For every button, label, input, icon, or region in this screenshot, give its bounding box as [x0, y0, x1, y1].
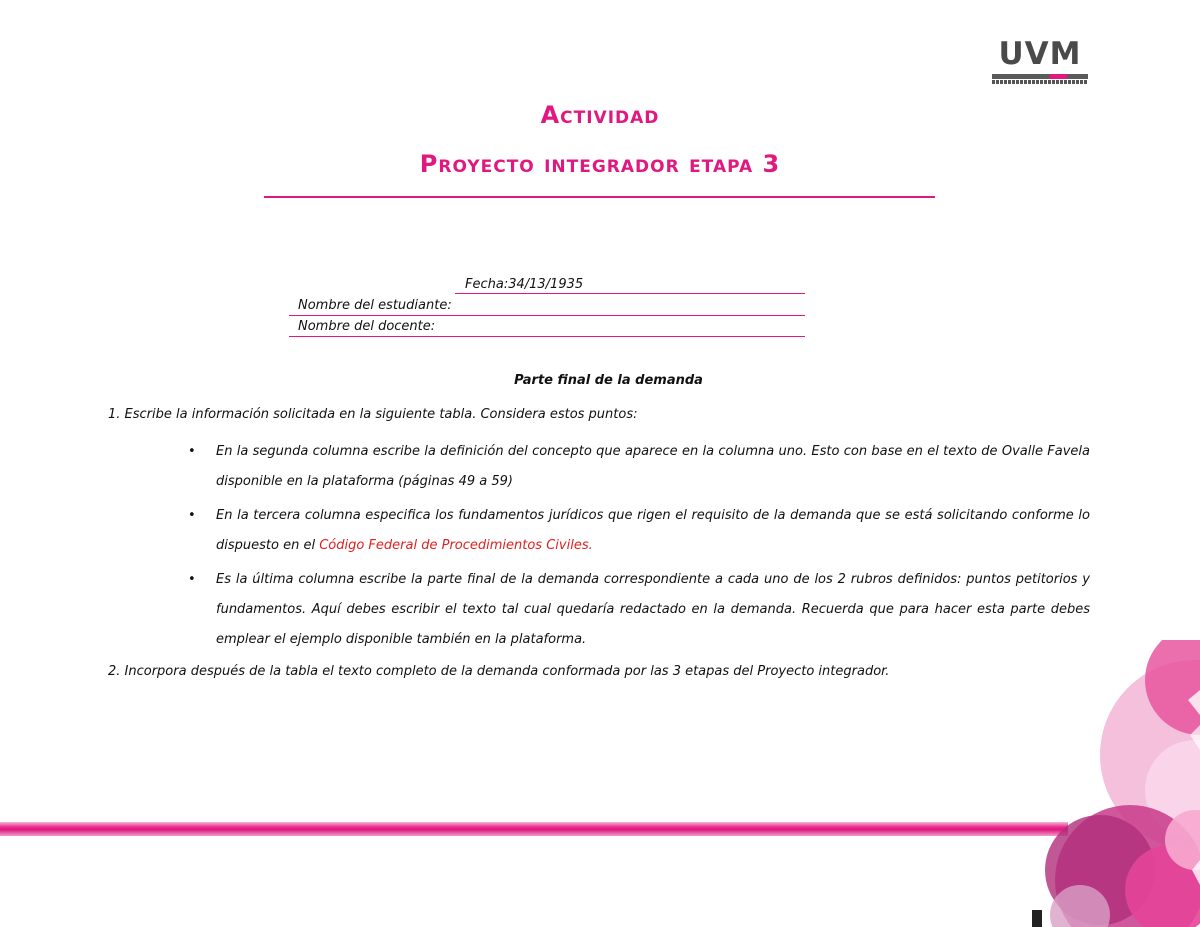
- instruction-bullet-list: [188, 437, 1090, 659]
- date-field-label: Fecha:34/13/1935: [465, 277, 584, 292]
- bullet-text: En la segunda columna escribe la definición del concepto que aparece en la columna uno. Esto con base en el texto de Ovalle Favela disponible en la plataforma (páginas 49 a 59): [216, 444, 1090, 489]
- uvm-logo: [992, 36, 1088, 88]
- code-reference-link[interactable]: Código Federal de Procedimientos Civiles.: [319, 538, 593, 553]
- instruction-2: 2. Incorpora después de la tabla el texto completo de la demanda conformada por las 3 etapas del Proyecto integrador.: [108, 664, 890, 679]
- bullet-icon: •: [188, 572, 196, 587]
- title-divider: [264, 196, 935, 198]
- logo-color-band: [992, 74, 1088, 79]
- teacher-name-underline: [289, 336, 805, 337]
- student-name-underline: [289, 315, 805, 316]
- logo-tagline-mark: [992, 80, 1088, 84]
- bullet-text: Es la última columna escribe la parte final de la demanda correspondiente a cada uno de los 2 rubros definidos: puntos petitorios y fundamentos. Aquí debes escribir el texto tal cual quedaría redactado en la demanda. Recuerda que para hacer esta parte debes emplear el ejemplo disponible también en la plataforma.: [216, 572, 1090, 647]
- bullet-icon: •: [188, 508, 196, 523]
- bullet-item: [188, 565, 1090, 655]
- section-heading: Parte final de la demanda: [514, 373, 703, 388]
- date-underline: [455, 293, 805, 294]
- student-name-label: Nombre del estudiante:: [298, 298, 452, 313]
- instruction-1: 1. Escribe la información solicitada en la siguiente tabla. Considera estos puntos:: [108, 407, 638, 422]
- bullet-item: [188, 437, 1090, 497]
- bullet-item: [188, 501, 1090, 561]
- bullet-icon: •: [188, 444, 196, 459]
- activity-title: Actividad: [540, 101, 660, 129]
- bullet-text: En la tercera columna especifica los fundamentos jurídicos que rigen el requisito de la demanda que se está solicitando conforme lo dispuesto en el: [216, 508, 1090, 553]
- decorative-circles-icon: [1020, 640, 1200, 927]
- teacher-name-label: Nombre del docente:: [298, 319, 436, 334]
- decorative-pink-band: [0, 822, 1068, 836]
- logo-wordmark: UVM: [998, 36, 1082, 72]
- project-subtitle: Proyecto integrador etapa 3: [419, 150, 781, 178]
